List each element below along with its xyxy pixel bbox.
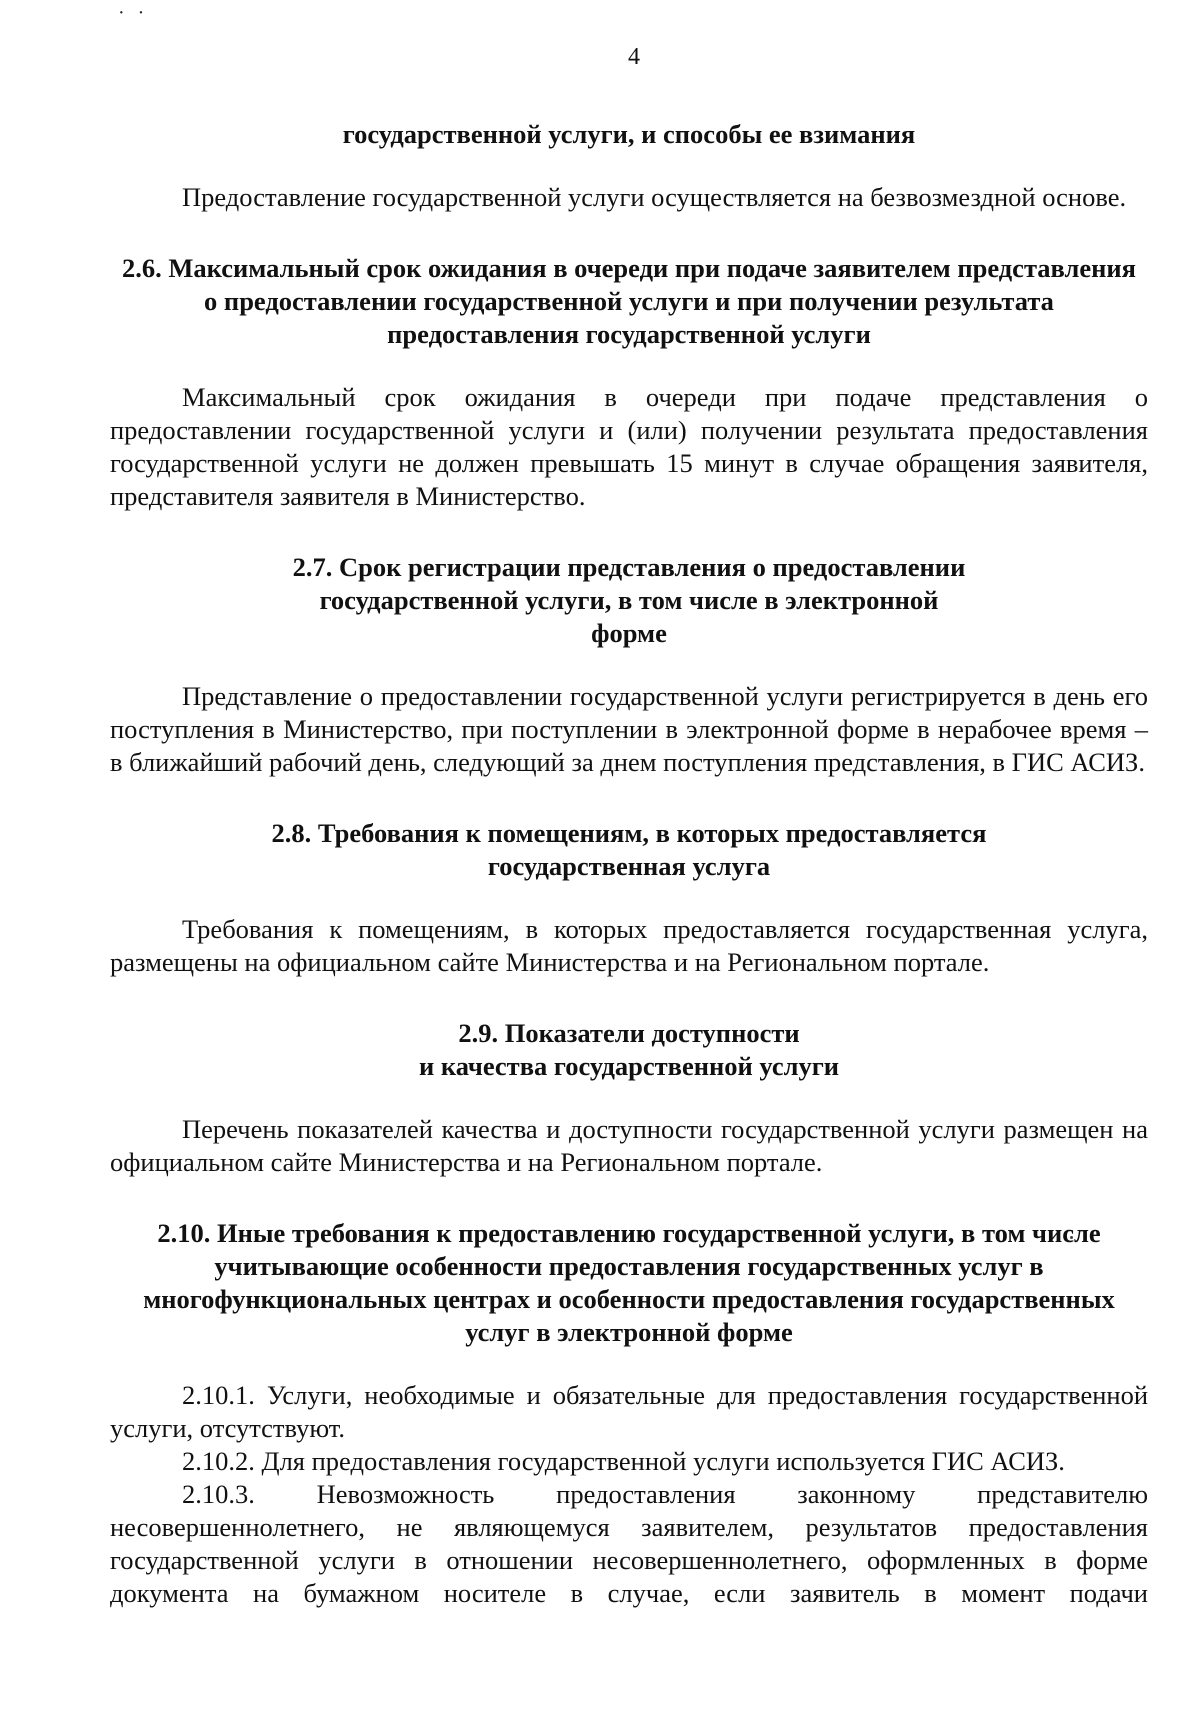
section-2-9-heading-line-1: 2.9. Показатели доступности [458, 1018, 800, 1048]
section-2-10-heading: 2.10. Иные требования к предоставлению государственной услуги, в том числе учитывающие особенности предоставления государственных услуг в многофункциональных центрах и особенности предоставления государственных услуг в электронной форме [143, 1218, 1115, 1347]
section-2-6-heading: 2.6. Максимальный срок ожидания в очереди при подаче заявителем представления о предоставлении государственной услуги и при получении результата предоставления государственной услуги [121, 253, 1136, 349]
section-2-8-paragraph: Требования к помещениям, в которых предоставляется государственная услуга, размещены на официальном сайте Министерства и на Региональном портале. [110, 914, 1148, 977]
section-2-6-paragraph: Максимальный срок ожидания в очереди при подаче представления о предоставлении государственной услуги и (или) получении результата предоставления государственной услуги не должен превышать 15 минут в случае обращения заявителя, представителя заявителя в Министерство. [110, 382, 1148, 511]
scan-corner-marks: · · [118, 2, 149, 24]
section-2-5-paragraph: Предоставление государственной услуги осуществляется на безвозмездной основе. [182, 182, 1127, 212]
section-2-8-heading: 2.8. Требования к помещениям, в которых предоставляется государственная услуга [271, 818, 987, 881]
section-2-9-paragraph: Перечень показателей качества и доступности государственной услуги размещен на официальном сайте Министерства и на Региональном портале. [110, 1114, 1148, 1177]
section-2-10-3-paragraph: 2.10.3. Невозможность предоставления законному представителю несовершеннолетнего, не являющемуся заявителем, результатов предоставления государственной услуги в отношении несовершеннолетнего, оформленных в форме документа на бумажном носителе в случае, если заявитель в момент подачи [110, 1479, 1148, 1608]
section-2-7-heading: 2.7. Срок регистрации представления о предоставлении государственной услуги, в том числе в электронной форме [292, 552, 966, 648]
section-2-10-1-paragraph: 2.10.1. Услуги, необходимые и обязательные для предоставления государственной услуги, отсутствуют. [110, 1380, 1148, 1443]
section-2-5-heading-tail: государственной услуги, и способы ее взимания [342, 119, 916, 149]
page-number: 4 [628, 44, 640, 70]
section-2-9-heading-line-2: и качества государственной услуги [418, 1051, 840, 1081]
document-body [110, 118, 1148, 1610]
section-2-7-paragraph: Представление о предоставлении государственной услуги регистрируется в день его поступления в Министерство, при поступлении в электронной форме в нерабочее время – в ближайший рабочий день, следующий за днем поступления представления, в ГИС АСИЗ. [110, 681, 1148, 777]
section-2-10-2-paragraph: 2.10.2. Для предоставления государственной услуги используется ГИС АСИЗ. [182, 1446, 1065, 1476]
